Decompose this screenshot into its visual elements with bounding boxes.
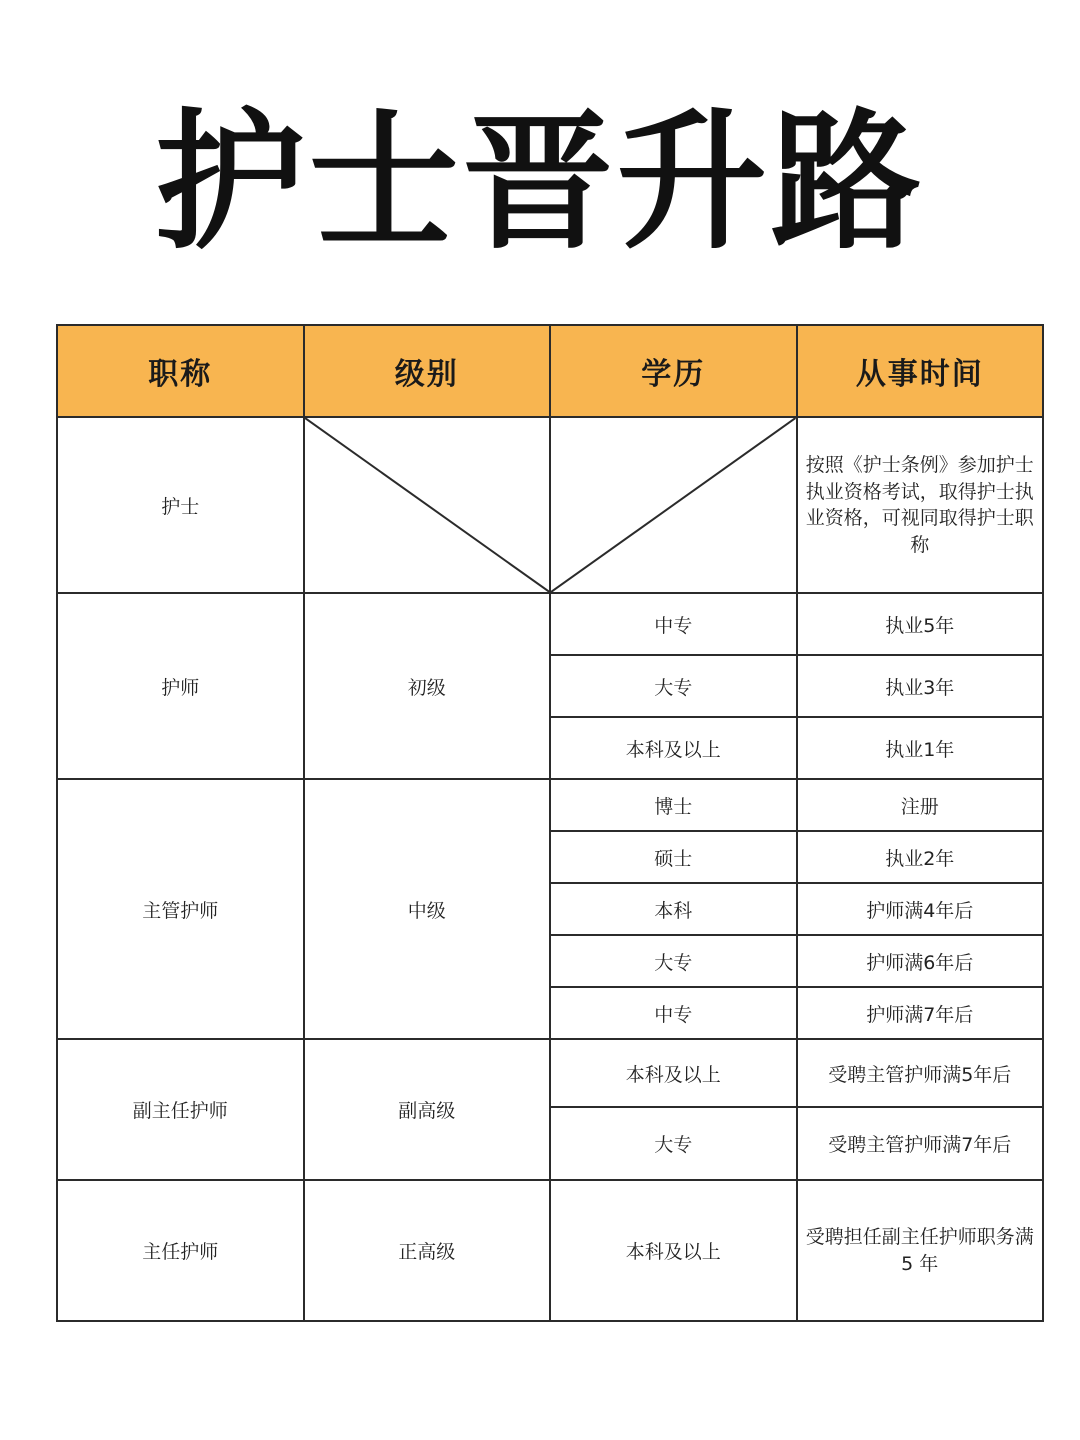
nurse-title: 护士: [57, 417, 304, 593]
header-education: 学历: [550, 325, 797, 417]
education-cell: 大专: [550, 655, 797, 717]
table-row: [57, 417, 1043, 593]
chief-nurse-title: 主任护师: [57, 1180, 304, 1321]
time-cell: 受聘主管护师满5年后: [797, 1039, 1044, 1107]
time-cell: 护师满7年后: [797, 987, 1044, 1039]
page-title: 护士晋升路: [154, 96, 925, 270]
level-not-applicable: [304, 417, 551, 593]
chief-nurse-time: 受聘担任副主任护师职务满 5 年: [797, 1180, 1044, 1321]
time-cell: 执业1年: [797, 717, 1044, 779]
header-title: 职称: [57, 325, 304, 417]
table-row: [57, 779, 1043, 831]
time-cell: 执业5年: [797, 593, 1044, 655]
education-cell: 大专: [550, 1107, 797, 1180]
education-cell: 博士: [550, 779, 797, 831]
chief-nurse-level: 正高级: [304, 1180, 551, 1321]
diagonal-line-icon: [551, 418, 796, 592]
education-cell: 本科及以上: [550, 717, 797, 779]
table-row: [57, 1180, 1043, 1321]
education-cell: 本科: [550, 883, 797, 935]
charge-nurse-level: 中级: [304, 779, 551, 1039]
associate-chief-nurse-level: 副高级: [304, 1039, 551, 1180]
diagonal-line-icon: [305, 418, 550, 592]
education-cell: 本科及以上: [550, 1039, 797, 1107]
header-time: 从事时间: [797, 325, 1044, 417]
education-not-applicable: [550, 417, 797, 593]
senior-nurse-level: 初级: [304, 593, 551, 779]
senior-nurse-title: 护师: [57, 593, 304, 779]
time-cell: 护师满6年后: [797, 935, 1044, 987]
header-level: 级别: [304, 325, 551, 417]
nurse-time: 按照《护士条例》参加护士执业资格考试，取得护士执业资格，可视同取得护士职称: [797, 417, 1044, 593]
charge-nurse-title: 主管护师: [57, 779, 304, 1039]
time-cell: 护师满4年后: [797, 883, 1044, 935]
table-row: [57, 1039, 1043, 1107]
associate-chief-nurse-title: 副主任护师: [57, 1039, 304, 1180]
education-cell: 本科及以上: [550, 1180, 797, 1321]
promotion-table: [56, 324, 1044, 1322]
education-cell: 中专: [550, 593, 797, 655]
time-cell: 执业3年: [797, 655, 1044, 717]
table-header-row: [57, 325, 1043, 417]
education-cell: 硕士: [550, 831, 797, 883]
education-cell: 大专: [550, 935, 797, 987]
education-cell: 中专: [550, 987, 797, 1039]
time-cell: 受聘主管护师满7年后: [797, 1107, 1044, 1180]
time-cell: 注册: [797, 779, 1044, 831]
time-cell: 执业2年: [797, 831, 1044, 883]
table-row: [57, 593, 1043, 655]
